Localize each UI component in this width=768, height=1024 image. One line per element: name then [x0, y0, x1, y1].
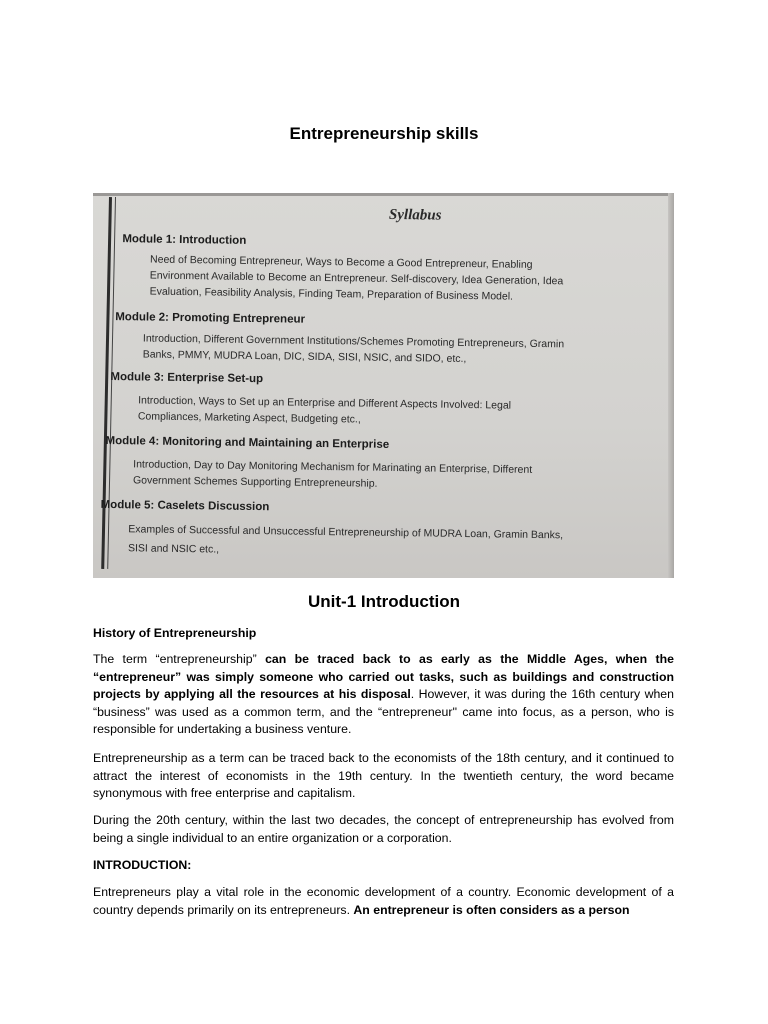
module-title: Module 1: Introduction [122, 233, 247, 247]
module-line: SISI and NSIC etc., [127, 542, 220, 556]
module-line: Banks, PMMY, MUDRA Loan, DIC, SIDA, SISI, NSIC, and SIDO, etc., [142, 348, 467, 365]
paragraph: Entrepreneurship as a term can be traced back to the economists of the 18th century, and it continued to attract the interest of economists in the 19th century. In the twentieth century, the word became synonymous with free enterprise and capitalism. [93, 751, 674, 800]
section-heading: History of Entrepreneurship [93, 626, 257, 640]
module-line: Compliances, Marketing Aspect, Budgeting etc., [137, 410, 361, 426]
module-title: Module 3: Enterprise Set-up [110, 371, 264, 386]
paragraph-bold-text: An entrepreneur is often considers as a person [353, 902, 630, 917]
page-title: Entrepreneurship skills [289, 124, 479, 143]
module-title: Module 2: Promoting Entrepreneur [115, 311, 306, 326]
paragraph [93, 651, 674, 739]
module-line: Need of Becoming Entrepreneur, Ways to Become a Good Entrepreneur, Enabling [149, 253, 533, 271]
module-description [133, 456, 532, 494]
module-line: Introduction, Different Government Institutions/Schemes Promoting Entrepreneurs, Gramin [142, 332, 565, 351]
photo-edge [668, 193, 674, 578]
paragraph: During the 20th century, within the last two decades, the concept of entrepreneurship has evolved from being a single individual to an entire organization or a corporation. [93, 813, 674, 845]
module-title: Module 5: Caselets Discussion [100, 498, 270, 514]
paragraph-text: The term “entrepreneurship” [93, 652, 266, 666]
module-description [138, 392, 511, 429]
paragraph [93, 884, 674, 919]
module-description [128, 521, 563, 562]
syllabus-heading: Syllabus [388, 206, 442, 224]
paragraph-text: Entrepreneurs play a vital role in the economic development of a country. Economic development of a country depends primarily on its entrepreneurs. [93, 885, 674, 917]
paragraph-bold-text: can be traced back to as early as the Middle Ages, when the “entrepreneur” was simply someone who carried out tasks, such as buildings and construction projects by applying all the resources at his disposal [93, 652, 674, 701]
module-line: Introduction, Ways to Set up an Enterprise and Different Aspects Involved: Legal [138, 394, 512, 412]
module-line: Government Schemes Supporting Entrepreneurship. [132, 474, 378, 490]
module-line: Evaluation, Feasibility Analysis, Finding Team, Preparation of Business Model. [149, 285, 514, 303]
section-heading: INTRODUCTION: [93, 858, 192, 872]
module-line: Introduction, Day to Day Monitoring Mechanism for Marinating an Enterprise, Different [133, 458, 533, 476]
module-line: Environment Available to Become an Entrepreneur. Self-discovery, Idea Generation, Idea [149, 269, 564, 288]
module-title: Module 4: Monitoring and Maintaining an Enterprise [105, 434, 390, 451]
syllabus-content [100, 193, 660, 578]
module-line: Examples of Successful and Unsuccessful Entrepreneurship of MUDRA Loan, Gramin Banks, [128, 523, 564, 542]
syllabus-photo [93, 193, 674, 578]
module-description [143, 330, 565, 368]
unit-title: Unit-1 Introduction [307, 592, 461, 611]
module-description [150, 252, 564, 306]
paragraph-text: . However, it was during the 16th century when “business” was used as a common term, and the “entrepreneur'' came into focus, as a person, who is responsible for undertaking a business venture. [93, 687, 674, 736]
